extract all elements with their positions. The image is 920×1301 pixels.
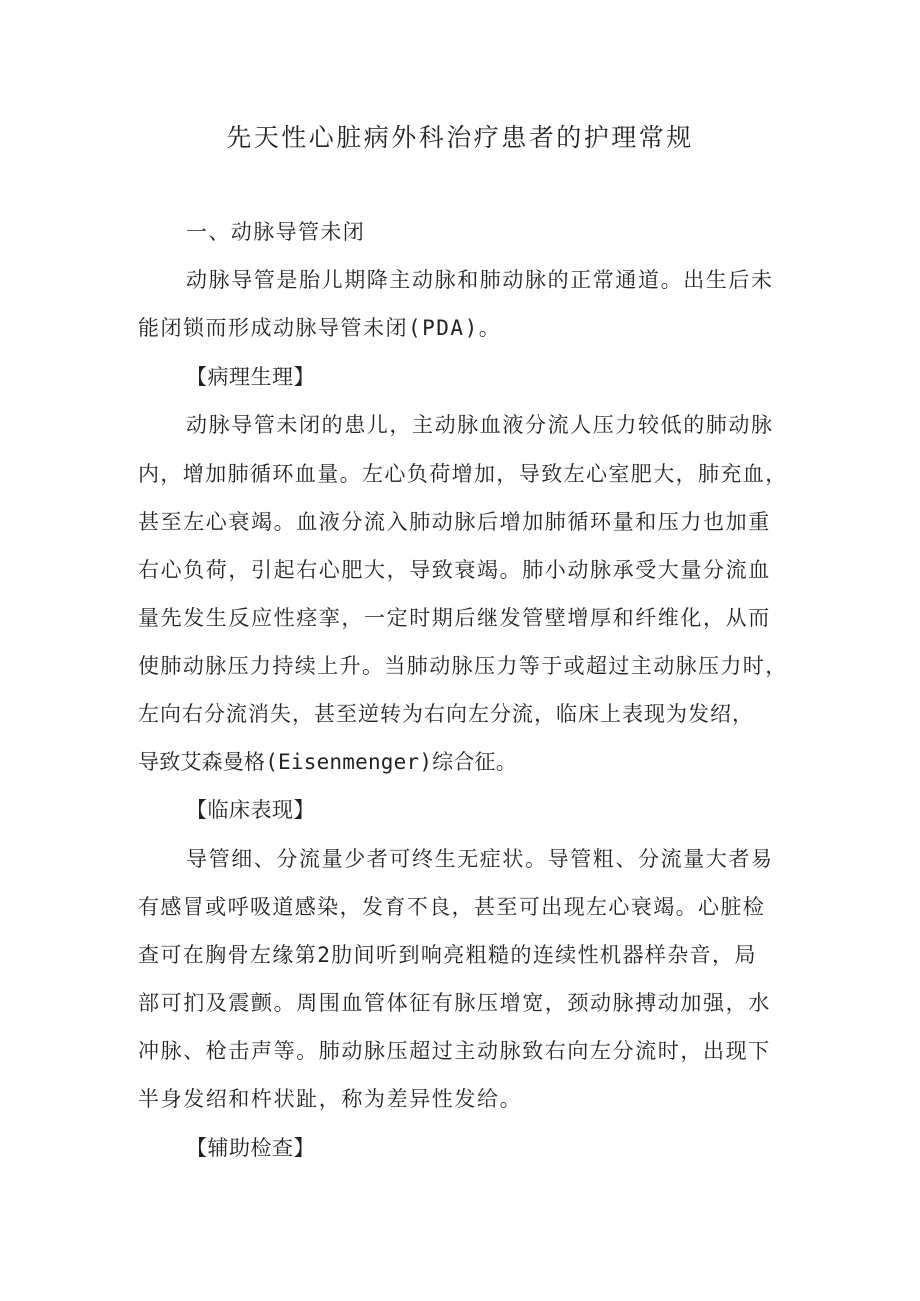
paragraph-line: 甚至左心衰竭。血液分流入肺动脉后增加肺循环量和压力也加重 — [138, 510, 771, 534]
paragraph-line: 量先发生反应性痉挛，一定时期后继发管壁增厚和纤维化，从而 — [138, 606, 771, 630]
paragraph-line: 导管细、分流量少者可终生无症状。导管粗、分流量大者易 — [186, 847, 774, 871]
paragraph-line: 动脉导管未闭的患儿，主动脉血液分流人压力较低的肺动脉 — [186, 413, 774, 437]
paragraph-line: 查可在胸骨左缘第2肋间听到响亮粗糙的连续性机器样杂音，局 — [138, 943, 757, 967]
document-title: 先天性心脏病外科治疗患者的护理常规 — [226, 123, 694, 152]
paragraph-line: 动脉导管是胎儿期降主动脉和肺动脉的正常通道。出生后未 — [186, 268, 774, 292]
section-heading-pda: 一、动脉导管未闭 — [186, 220, 366, 244]
paragraph-line: 冲脉、枪击声等。肺动脉压超过主动脉致右向左分流时，出现下 — [138, 1039, 771, 1063]
subheading-pathophysiology: 【病理生理】 — [186, 365, 315, 389]
paragraph-line: 能闭锁而形成动脉导管未闭(PDA)。 — [138, 316, 502, 340]
paragraph-line: 导致艾森曼格(Eisenmenger)综合征。 — [138, 750, 517, 774]
paragraph-line: 部可扪及震颤。周围血管体征有脉压增宽，颈动脉搏动加强，水 — [138, 991, 771, 1015]
paragraph-line: 使肺动脉压力持续上升。当肺动脉压力等于或超过主动脉压力时， — [138, 654, 788, 678]
paragraph-line: 内，增加肺循环血量。左心负荷增加，导致左心室肥大，肺充血， — [138, 462, 788, 486]
subheading-clinical: 【临床表现】 — [186, 798, 315, 822]
paragraph-line: 右心负荷，引起右心肥大，导致衰竭。肺小动脉承受大量分流血 — [138, 558, 771, 582]
paragraph-line: 半身发绍和杵状趾，称为差异性发给。 — [138, 1087, 523, 1111]
paragraph-line: 有感冒或呼吸道感染，发育不良，甚至可出现左心衰竭。心脏检 — [138, 895, 766, 919]
subheading-auxiliary: 【辅助检查】 — [186, 1136, 315, 1160]
paragraph-line: 左向右分流消失，甚至逆转为右向左分流，临床上表现为发绍， — [138, 702, 754, 726]
